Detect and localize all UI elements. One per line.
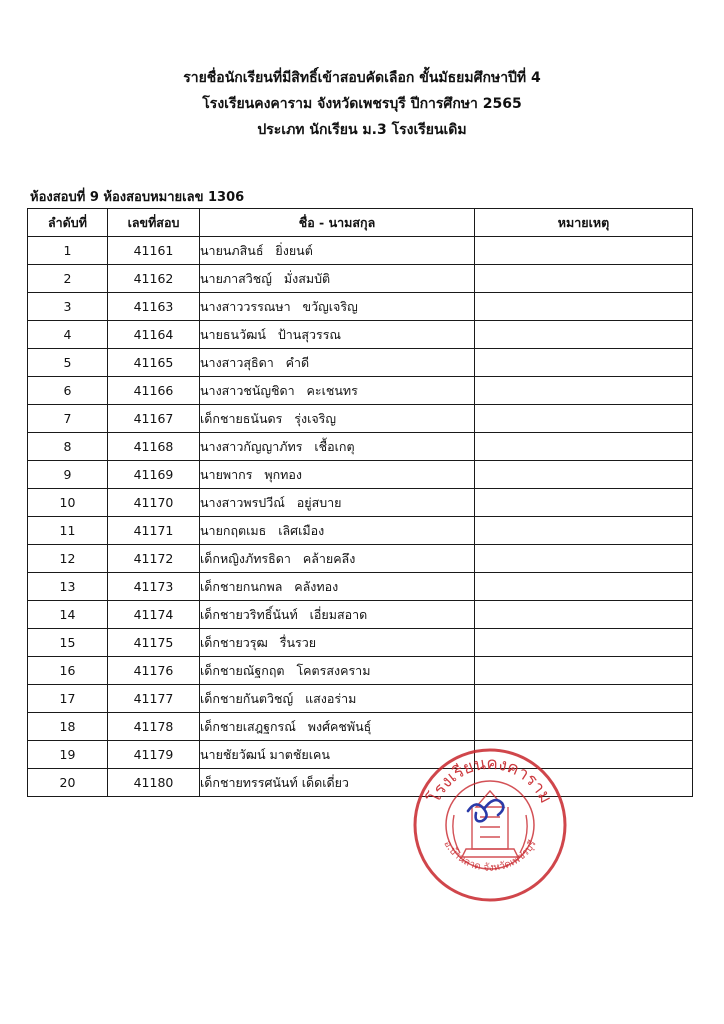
exam-room-title: ห้องสอบที่ 9 ห้องสอบหมายเลข 1306 [30,190,245,205]
row-seq: 1 [28,237,108,265]
row-exam-id: 41173 [108,573,200,601]
row-remark [475,517,693,545]
header-name: ชื่อ - นามสกุล [200,209,475,237]
row-name: เด็กชายณัฐกฤต โคตรสงคราม [200,657,475,685]
header-school: โรงเรียนคงคาราม จังหวัดเพชรบุรี ปีการศึกษา 2565 [202,96,522,112]
row-name: นายนภสินธ์ ยิ่งยนต์ [200,237,475,265]
row-exam-id: 41180 [108,769,200,797]
row-name: นายพากร พุกทอง [200,461,475,489]
row-remark [475,433,693,461]
row-seq: 14 [28,601,108,629]
table-row [28,405,693,433]
row-remark [475,657,693,685]
row-exam-id: 41175 [108,629,200,657]
row-name: เด็กชายกันตวิชญ์ แสงอร่าม [200,685,475,713]
row-name: นางสาวกัญญาภัทร เชื้อเกตุ [200,433,475,461]
table-row [28,489,693,517]
row-name: เด็กชายวรุฒ รื่นรวย [200,629,475,657]
row-exam-id: 41168 [108,433,200,461]
row-name: นางสาวสุธิดา คำดี [200,349,475,377]
row-seq: 2 [28,265,108,293]
header-title: รายชื่อนักเรียนที่มีสิทธิ์เข้าสอบคัดเลือก ขั้นมัธยมศึกษาปีที่ 4 [183,70,541,86]
header-exam-id: เลขที่สอบ [108,209,200,237]
row-seq: 9 [28,461,108,489]
row-seq: 7 [28,405,108,433]
table-row [28,433,693,461]
row-remark [475,545,693,573]
table-row [28,237,693,265]
row-seq: 10 [28,489,108,517]
row-remark [475,293,693,321]
row-name: เด็กชายทรรศนันท์ เด็ดเดี่ยว [200,769,475,797]
row-name: เด็กชายวริทธิ์นันท์ เอี่ยมสอาด [200,601,475,629]
row-seq: 18 [28,713,108,741]
header-seq: ลำดับที่ [28,209,108,237]
row-exam-id: 41177 [108,685,200,713]
row-remark [475,629,693,657]
row-remark [475,489,693,517]
student-table [27,208,693,797]
row-seq: 15 [28,629,108,657]
table-row [28,601,693,629]
row-name: เด็กชายเสฎฐกรณ์ พงศ์คชพันธุ์ [200,713,475,741]
table-row [28,629,693,657]
table-row [28,657,693,685]
row-exam-id: 41170 [108,489,200,517]
row-remark [475,601,693,629]
table-row [28,517,693,545]
table-row [28,713,693,741]
header-category: ประเภท นักเรียน ม.3 โรงเรียนเดิม [257,122,467,138]
table-row [28,461,693,489]
table-row [28,545,693,573]
row-remark [475,321,693,349]
row-remark [475,349,693,377]
row-exam-id: 41162 [108,265,200,293]
table-header-row [28,209,693,237]
table-row [28,741,693,769]
table-row [28,293,693,321]
row-exam-id: 41169 [108,461,200,489]
row-exam-id: 41165 [108,349,200,377]
row-name: นายชัยวัฒน์ มาตชัยเคน [200,741,475,769]
row-exam-id: 41178 [108,713,200,741]
row-remark [475,461,693,489]
signature-mark [468,800,503,821]
row-seq: 19 [28,741,108,769]
row-remark [475,573,693,601]
table-row [28,265,693,293]
row-seq: 3 [28,293,108,321]
row-exam-id: 41179 [108,741,200,769]
row-exam-id: 41172 [108,545,200,573]
row-remark [475,405,693,433]
table-row [28,377,693,405]
row-name: เด็กหญิงภัทรธิดา คล้ายคลึง [200,545,475,573]
row-name: นายกฤตเมธ เลิศเมือง [200,517,475,545]
table-row [28,769,693,797]
row-name: นายธนวัฒน์ ป้านสุวรรณ [200,321,475,349]
row-remark [475,377,693,405]
row-exam-id: 41166 [108,377,200,405]
row-name: นางสาวพรปวีณ์ อยู่สบาย [200,489,475,517]
row-remark [475,685,693,713]
row-exam-id: 41164 [108,321,200,349]
row-seq: 11 [28,517,108,545]
row-exam-id: 41171 [108,517,200,545]
row-seq: 4 [28,321,108,349]
row-exam-id: 41167 [108,405,200,433]
row-name: นายภาสวิชญ์ มั่งสมบัติ [200,265,475,293]
document-header [0,68,724,146]
row-exam-id: 41176 [108,657,200,685]
row-exam-id: 41174 [108,601,200,629]
row-seq: 17 [28,685,108,713]
row-name: นางสาววรรณษา ขวัญเจริญ [200,293,475,321]
row-remark [475,713,693,741]
row-remark [475,265,693,293]
row-name: เด็กชายธนันดร รุ่งเจริญ [200,405,475,433]
school-seal-stamp [410,745,570,905]
row-seq: 5 [28,349,108,377]
table-row [28,573,693,601]
row-seq: 13 [28,573,108,601]
table-row [28,685,693,713]
row-seq: 6 [28,377,108,405]
header-remark: หมายเหตุ [475,209,693,237]
row-exam-id: 41163 [108,293,200,321]
table-body [28,237,693,797]
row-exam-id: 41161 [108,237,200,265]
seal-bottom-text: อ.บ้านลาด จังหวัดเพชรบุรี [441,838,539,874]
row-remark [475,237,693,265]
row-name: นางสาวชนัญชิดา คะเชนทร [200,377,475,405]
seal-top-text: โรงเรียนคงคาราม [424,753,556,807]
row-seq: 16 [28,657,108,685]
table-row [28,321,693,349]
row-seq: 20 [28,769,108,797]
table-row [28,349,693,377]
row-name: เด็กชายกนกพล คลังทอง [200,573,475,601]
row-seq: 8 [28,433,108,461]
row-seq: 12 [28,545,108,573]
